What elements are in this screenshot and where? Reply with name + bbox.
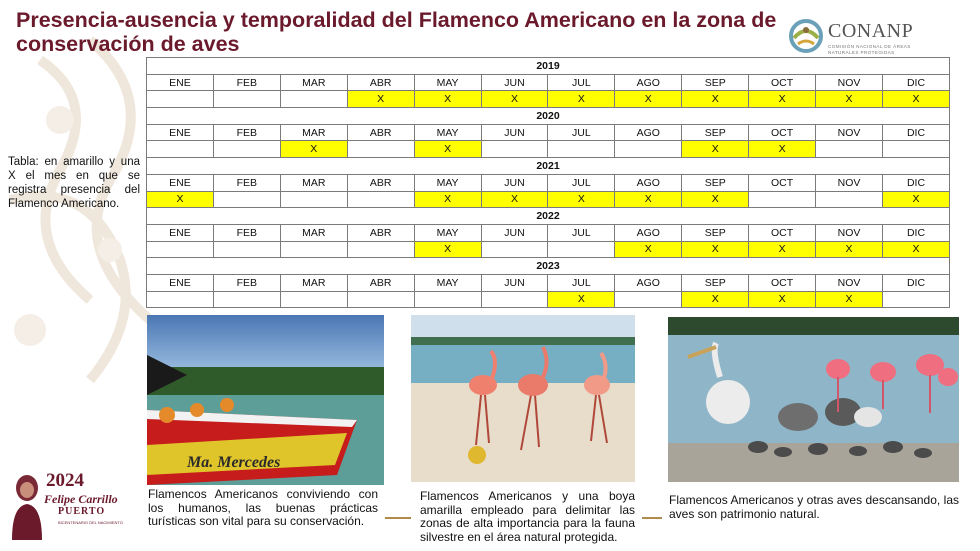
presence-cell: [481, 241, 548, 258]
month-header-cell: MAR: [280, 74, 347, 91]
month-header-cell: MAR: [280, 224, 347, 241]
presence-cell: [481, 291, 548, 308]
month-header-row: [147, 224, 950, 241]
presence-cell: [816, 191, 883, 208]
conanp-emblem-icon: [788, 18, 824, 54]
presence-row: [147, 141, 950, 158]
presence-cell: [147, 141, 214, 158]
presence-cell: X: [882, 91, 949, 108]
flamingos-pelicans-photo: [668, 317, 959, 482]
month-header-cell: ENE: [147, 124, 214, 141]
presence-cell: X: [749, 91, 816, 108]
month-header-cell: FEB: [213, 224, 280, 241]
month-header-cell: ABR: [347, 124, 414, 141]
year-label: 2021: [147, 158, 950, 175]
month-header-cell: JUN: [481, 224, 548, 241]
month-header-cell: FEB: [213, 174, 280, 191]
month-header-cell: OCT: [749, 74, 816, 91]
presence-cell: [615, 291, 682, 308]
month-header-cell: MAY: [414, 174, 481, 191]
month-header-cell: OCT: [749, 174, 816, 191]
month-header-cell: JUN: [481, 124, 548, 141]
month-header-cell: DIC: [882, 124, 949, 141]
month-header-cell: JUL: [548, 74, 615, 91]
presence-cell: [280, 91, 347, 108]
presence-cell: X: [347, 91, 414, 108]
presence-cell: [481, 141, 548, 158]
month-header-cell: NOV: [816, 174, 883, 191]
boat-photo: [147, 315, 384, 485]
year-row: [147, 108, 950, 125]
presence-cell: X: [548, 191, 615, 208]
presence-cell: X: [147, 191, 214, 208]
month-header-cell: AGO: [615, 74, 682, 91]
month-header-cell: AGO: [615, 274, 682, 291]
month-header-cell: SEP: [682, 174, 749, 191]
month-header-row: [147, 74, 950, 91]
presence-cell: X: [548, 91, 615, 108]
month-header-cell: AGO: [615, 174, 682, 191]
presence-cell: [280, 241, 347, 258]
presence-cell: [882, 141, 949, 158]
month-header-cell: MAR: [280, 124, 347, 141]
presence-cell: [882, 291, 949, 308]
month-header-cell: MAR: [280, 274, 347, 291]
presence-cell: X: [882, 191, 949, 208]
month-header-row: [147, 174, 950, 191]
month-header-row: [147, 124, 950, 141]
badge-name: Felipe Carrillo: [44, 492, 118, 506]
year-label: 2022: [147, 208, 950, 225]
caption-birds: Flamencos Americanos y otras aves descansando, las aves son patrimonio natural.: [669, 493, 959, 521]
month-header-cell: DIC: [882, 74, 949, 91]
portrait-icon: [10, 470, 44, 540]
presence-cell: [749, 191, 816, 208]
bicentennial-badge: [10, 470, 140, 545]
presence-cell: X: [882, 241, 949, 258]
month-header-cell: ABR: [347, 274, 414, 291]
month-header-cell: MAY: [414, 274, 481, 291]
boat-name-text: Ma. Mercedes: [187, 454, 281, 471]
month-header-cell: DIC: [882, 274, 949, 291]
month-header-cell: OCT: [749, 224, 816, 241]
caption-divider: [642, 517, 662, 519]
presence-cell: [347, 291, 414, 308]
presence-cell: [213, 191, 280, 208]
month-header-cell: NOV: [816, 224, 883, 241]
flamingos-photo: [411, 315, 635, 482]
presence-cell: X: [481, 91, 548, 108]
month-header-cell: ENE: [147, 74, 214, 91]
presence-cell: [615, 141, 682, 158]
presence-cell: [347, 241, 414, 258]
month-header-cell: NOV: [816, 274, 883, 291]
presence-cell: [548, 241, 615, 258]
presence-cell: X: [548, 291, 615, 308]
month-header-cell: MAY: [414, 74, 481, 91]
year-row: [147, 58, 950, 75]
month-header-cell: FEB: [213, 74, 280, 91]
presence-cell: X: [682, 91, 749, 108]
presence-cell: [816, 141, 883, 158]
presence-cell: [213, 141, 280, 158]
year-label: 2023: [147, 258, 950, 275]
presence-row: [147, 91, 950, 108]
month-header-cell: FEB: [213, 124, 280, 141]
presence-cell: [280, 191, 347, 208]
caption-divider: [385, 517, 411, 519]
presence-cell: [548, 141, 615, 158]
presence-cell: [414, 291, 481, 308]
month-header-cell: DIC: [882, 224, 949, 241]
month-header-cell: OCT: [749, 274, 816, 291]
presence-cell: X: [615, 241, 682, 258]
presence-cell: [147, 91, 214, 108]
caption-boat: Flamencos Americanos conviviendo con los humanos, las buenas prácticas turísticas son vital para su conservación.: [148, 487, 378, 528]
presence-calendar-table: [146, 57, 950, 308]
month-header-cell: JUL: [548, 174, 615, 191]
presence-cell: X: [682, 241, 749, 258]
year-label: 2020: [147, 108, 950, 125]
month-header-cell: SEP: [682, 224, 749, 241]
presence-cell: X: [682, 191, 749, 208]
badge-subtitle: BICENTENARIO DEL NACIMIENTO: [58, 520, 123, 525]
presence-cell: X: [615, 91, 682, 108]
badge-name-2: PUERTO: [58, 506, 106, 517]
presence-cell: X: [816, 291, 883, 308]
caption-flamingos: Flamencos Americanos y una boya amarilla empleado para delimitar las zonas de alta importancia para la fauna silvestre en el área natural protegida.: [420, 489, 635, 544]
presence-row: [147, 191, 950, 208]
presence-cell: [213, 291, 280, 308]
presence-cell: [280, 291, 347, 308]
month-header-row: [147, 274, 950, 291]
presence-cell: X: [280, 141, 347, 158]
month-header-cell: AGO: [615, 224, 682, 241]
logo-subtitle: COMISIÓN NACIONAL DE ÁREAS NATURALES PROTEGIDAS: [828, 44, 911, 55]
presence-row: [147, 291, 950, 308]
presence-cell: [347, 141, 414, 158]
month-header-cell: AGO: [615, 124, 682, 141]
month-header-cell: JUN: [481, 174, 548, 191]
presence-row: [147, 241, 950, 258]
year-row: [147, 208, 950, 225]
month-header-cell: SEP: [682, 274, 749, 291]
presence-cell: X: [816, 241, 883, 258]
month-header-cell: ENE: [147, 224, 214, 241]
month-header-cell: JUL: [548, 124, 615, 141]
month-header-cell: ENE: [147, 174, 214, 191]
conanp-logo: [788, 18, 968, 58]
year-label: 2019: [147, 58, 950, 75]
table-legend-note: Tabla: en amarillo y una X el mes en que se registra presencia del Flamenco Americano.: [8, 156, 140, 210]
month-header-cell: ENE: [147, 274, 214, 291]
month-header-cell: ABR: [347, 224, 414, 241]
presence-cell: X: [816, 91, 883, 108]
page-title: Presencia-ausencia y temporalidad del Flamenco Americano en la zona de conservación de aves: [16, 8, 777, 56]
month-header-cell: SEP: [682, 124, 749, 141]
logo-name: CONANP: [828, 20, 914, 42]
month-header-cell: MAR: [280, 174, 347, 191]
presence-cell: [213, 241, 280, 258]
year-row: [147, 258, 950, 275]
month-header-cell: JUL: [548, 224, 615, 241]
presence-cell: [147, 241, 214, 258]
presence-cell: X: [749, 141, 816, 158]
presence-cell: X: [414, 141, 481, 158]
presence-cell: X: [682, 141, 749, 158]
presence-cell: [347, 191, 414, 208]
month-header-cell: JUL: [548, 274, 615, 291]
presence-cell: X: [481, 191, 548, 208]
month-header-cell: MAY: [414, 224, 481, 241]
presence-cell: X: [414, 191, 481, 208]
month-header-cell: JUN: [481, 274, 548, 291]
month-header-cell: FEB: [213, 274, 280, 291]
month-header-cell: JUN: [481, 74, 548, 91]
presence-cell: X: [615, 191, 682, 208]
presence-cell: X: [749, 291, 816, 308]
year-row: [147, 158, 950, 175]
presence-cell: X: [414, 91, 481, 108]
presence-cell: X: [682, 291, 749, 308]
presence-cell: [213, 91, 280, 108]
month-header-cell: DIC: [882, 174, 949, 191]
month-header-cell: NOV: [816, 74, 883, 91]
presence-cell: X: [749, 241, 816, 258]
month-header-cell: MAY: [414, 124, 481, 141]
month-header-cell: OCT: [749, 124, 816, 141]
month-header-cell: ABR: [347, 74, 414, 91]
month-header-cell: NOV: [816, 124, 883, 141]
month-header-cell: SEP: [682, 74, 749, 91]
badge-year: 2024: [46, 470, 84, 491]
presence-cell: X: [414, 241, 481, 258]
presence-cell: [147, 291, 214, 308]
month-header-cell: ABR: [347, 174, 414, 191]
